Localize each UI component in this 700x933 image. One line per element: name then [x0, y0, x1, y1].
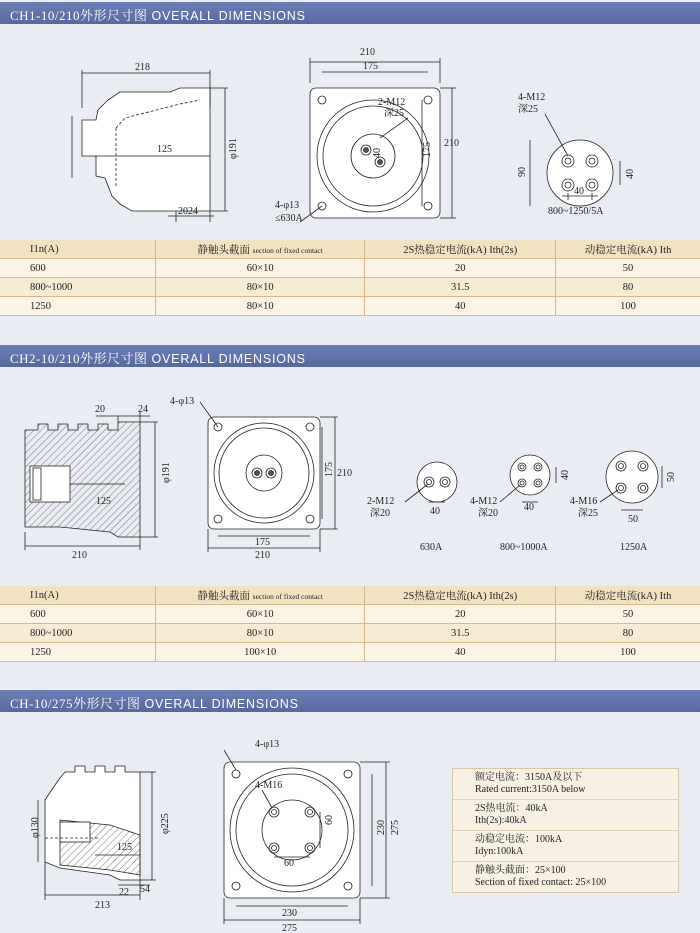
- s1-small-thread: 4-M12: [518, 92, 546, 103]
- s1-side-width: 218: [135, 62, 150, 73]
- table-row: 1250 100×10 40 100: [0, 643, 700, 662]
- section3-title-en: OVERALL DIMENSIONS: [144, 697, 299, 711]
- table-row: 600 60×10 20 50: [0, 605, 700, 624]
- s1-front-inner: 175: [363, 61, 378, 72]
- section1-header: [0, 2, 700, 24]
- s2-c2-thread: 4-M12: [470, 496, 498, 507]
- s1-small-rating: 800~1250/5A: [548, 206, 604, 217]
- s1-front-bolt: 40: [372, 148, 383, 158]
- s1-small-h: 90: [517, 167, 528, 177]
- s1-small-b: 40: [574, 186, 584, 197]
- s2-th-current: I1n(A): [0, 586, 156, 605]
- s3-front-w2: 275: [282, 923, 297, 933]
- s2-side-t2: 24: [138, 404, 148, 415]
- s2-c3-v: 50: [666, 472, 677, 482]
- s1-side-b1: 20: [178, 206, 188, 217]
- s1-side-diameter: φ191: [228, 138, 239, 159]
- spec-row: 2S热电流：40kA Ith(2s):40kA: [453, 800, 678, 831]
- s3-side-d2: φ225: [160, 813, 171, 834]
- s1-th-section: 静触头截面 section of fixed contact: [156, 240, 365, 259]
- s2-front-w2: 210: [255, 550, 270, 561]
- section2-drawing: [0, 372, 700, 582]
- s3-front-thread: 4-M16: [255, 780, 283, 791]
- s1-side-inner: 125: [157, 144, 172, 155]
- s2-side-inner: 125: [96, 496, 111, 507]
- section2-title-en: OVERALL DIMENSIONS: [151, 352, 306, 366]
- s1-front-h1: 175: [422, 142, 433, 157]
- s2-c3-depth: 深25: [578, 508, 598, 519]
- spec-row: 静触头截面：25×100 Section of fixed contact: 25×100: [475, 865, 607, 888]
- s1-th-dynamic: 动稳定电流(kA) Ith: [556, 240, 700, 259]
- s2-c1-depth: 深20: [370, 508, 390, 519]
- s2-front-holes: 4-φ13: [170, 396, 195, 407]
- s3-front-h1: 230: [376, 820, 387, 835]
- s1-front-depth: 深25: [384, 108, 404, 119]
- table-row: 600 60×10 20 50: [0, 259, 700, 278]
- s2-c2-b: 40: [524, 502, 534, 513]
- s2-c2-rating: 800~1000A: [500, 542, 548, 553]
- section3-header: [0, 690, 700, 712]
- s1-front-thread: 2-M12: [378, 97, 406, 108]
- s2-c3-b: 50: [628, 514, 638, 525]
- s1-small-depth: 深25: [518, 104, 538, 115]
- s3-front-h2: 275: [390, 820, 401, 835]
- s2-c3-thread: 4-M16: [570, 496, 598, 507]
- s2-th-thermal: 2S热稳定电流(kA) Ith(2s): [365, 586, 556, 605]
- section1-title-cn: CH1-10/210外形尺寸图: [10, 8, 148, 23]
- section2-title-cn: CH2-10/210外形尺寸图: [10, 351, 148, 366]
- s3-side-b1: 22: [119, 887, 129, 898]
- s2-c1-rating: 630A: [420, 542, 443, 553]
- section3-spec-box: [452, 768, 679, 893]
- section2-header: [0, 345, 700, 367]
- s2-front-h2: 210: [337, 468, 352, 479]
- s1-front-rating: ≤630A: [275, 213, 303, 224]
- table-row: 800~1000 80×10 31.5 80: [0, 624, 700, 643]
- s3-front-holes: 4-φ13: [255, 739, 280, 750]
- s2-c1-thread: 2-M12: [367, 496, 395, 507]
- table-row: 800~1000 80×10 31.5 80: [0, 278, 700, 297]
- s3-side-width: 213: [95, 900, 110, 911]
- s3-front-b: 60: [284, 858, 294, 869]
- s2-c3-rating: 1250A: [620, 542, 648, 553]
- table-row: 1250 80×10 40 100: [0, 297, 700, 316]
- s3-front-w1: 230: [282, 908, 297, 919]
- section1-title-en: OVERALL DIMENSIONS: [151, 9, 306, 23]
- s2-c2-v: 40: [560, 470, 571, 480]
- s3-front-v: 60: [324, 815, 335, 825]
- s3-side-inner: 125: [117, 842, 132, 853]
- s1-small-v: 40: [625, 169, 636, 179]
- s2-side-t1: 20: [95, 404, 105, 415]
- section1-drawing: [0, 28, 700, 238]
- spec-row: 动稳定电流：100kA Idyn:100kA: [453, 831, 678, 862]
- section3-title-cn: CH-10/275外形尺寸图: [10, 696, 141, 711]
- s3-side-b2: 54: [140, 884, 150, 895]
- s2-th-dynamic: 动稳定电流(kA) Ith: [556, 586, 700, 605]
- s1-th-thermal: 2S热稳定电流(kA) Ith(2s): [365, 240, 556, 259]
- s2-c2-depth: 深20: [478, 508, 498, 519]
- s2-front-h1: 175: [324, 462, 335, 477]
- s1-side-b2: 24: [188, 206, 198, 217]
- s1-front-holes: 4-φ13: [275, 200, 300, 211]
- s2-th-section: 静触头截面 section of fixed contact: [156, 586, 365, 605]
- s2-c1-b: 40: [430, 506, 440, 517]
- s1-front-h2: 210: [444, 138, 459, 149]
- spec-row: 额定电流：3150A及以下 Rated current:3150A below: [453, 769, 678, 800]
- s2-side-diameter: φ191: [161, 462, 172, 483]
- s3-side-d1: φ130: [30, 817, 41, 838]
- section1-table: [0, 240, 700, 316]
- s2-front-w1: 175: [255, 537, 270, 548]
- s1-th-current: I1n(A): [0, 240, 156, 259]
- s2-side-width: 210: [72, 550, 87, 561]
- section2-table: [0, 586, 700, 662]
- s1-front-outer: 210: [360, 47, 375, 58]
